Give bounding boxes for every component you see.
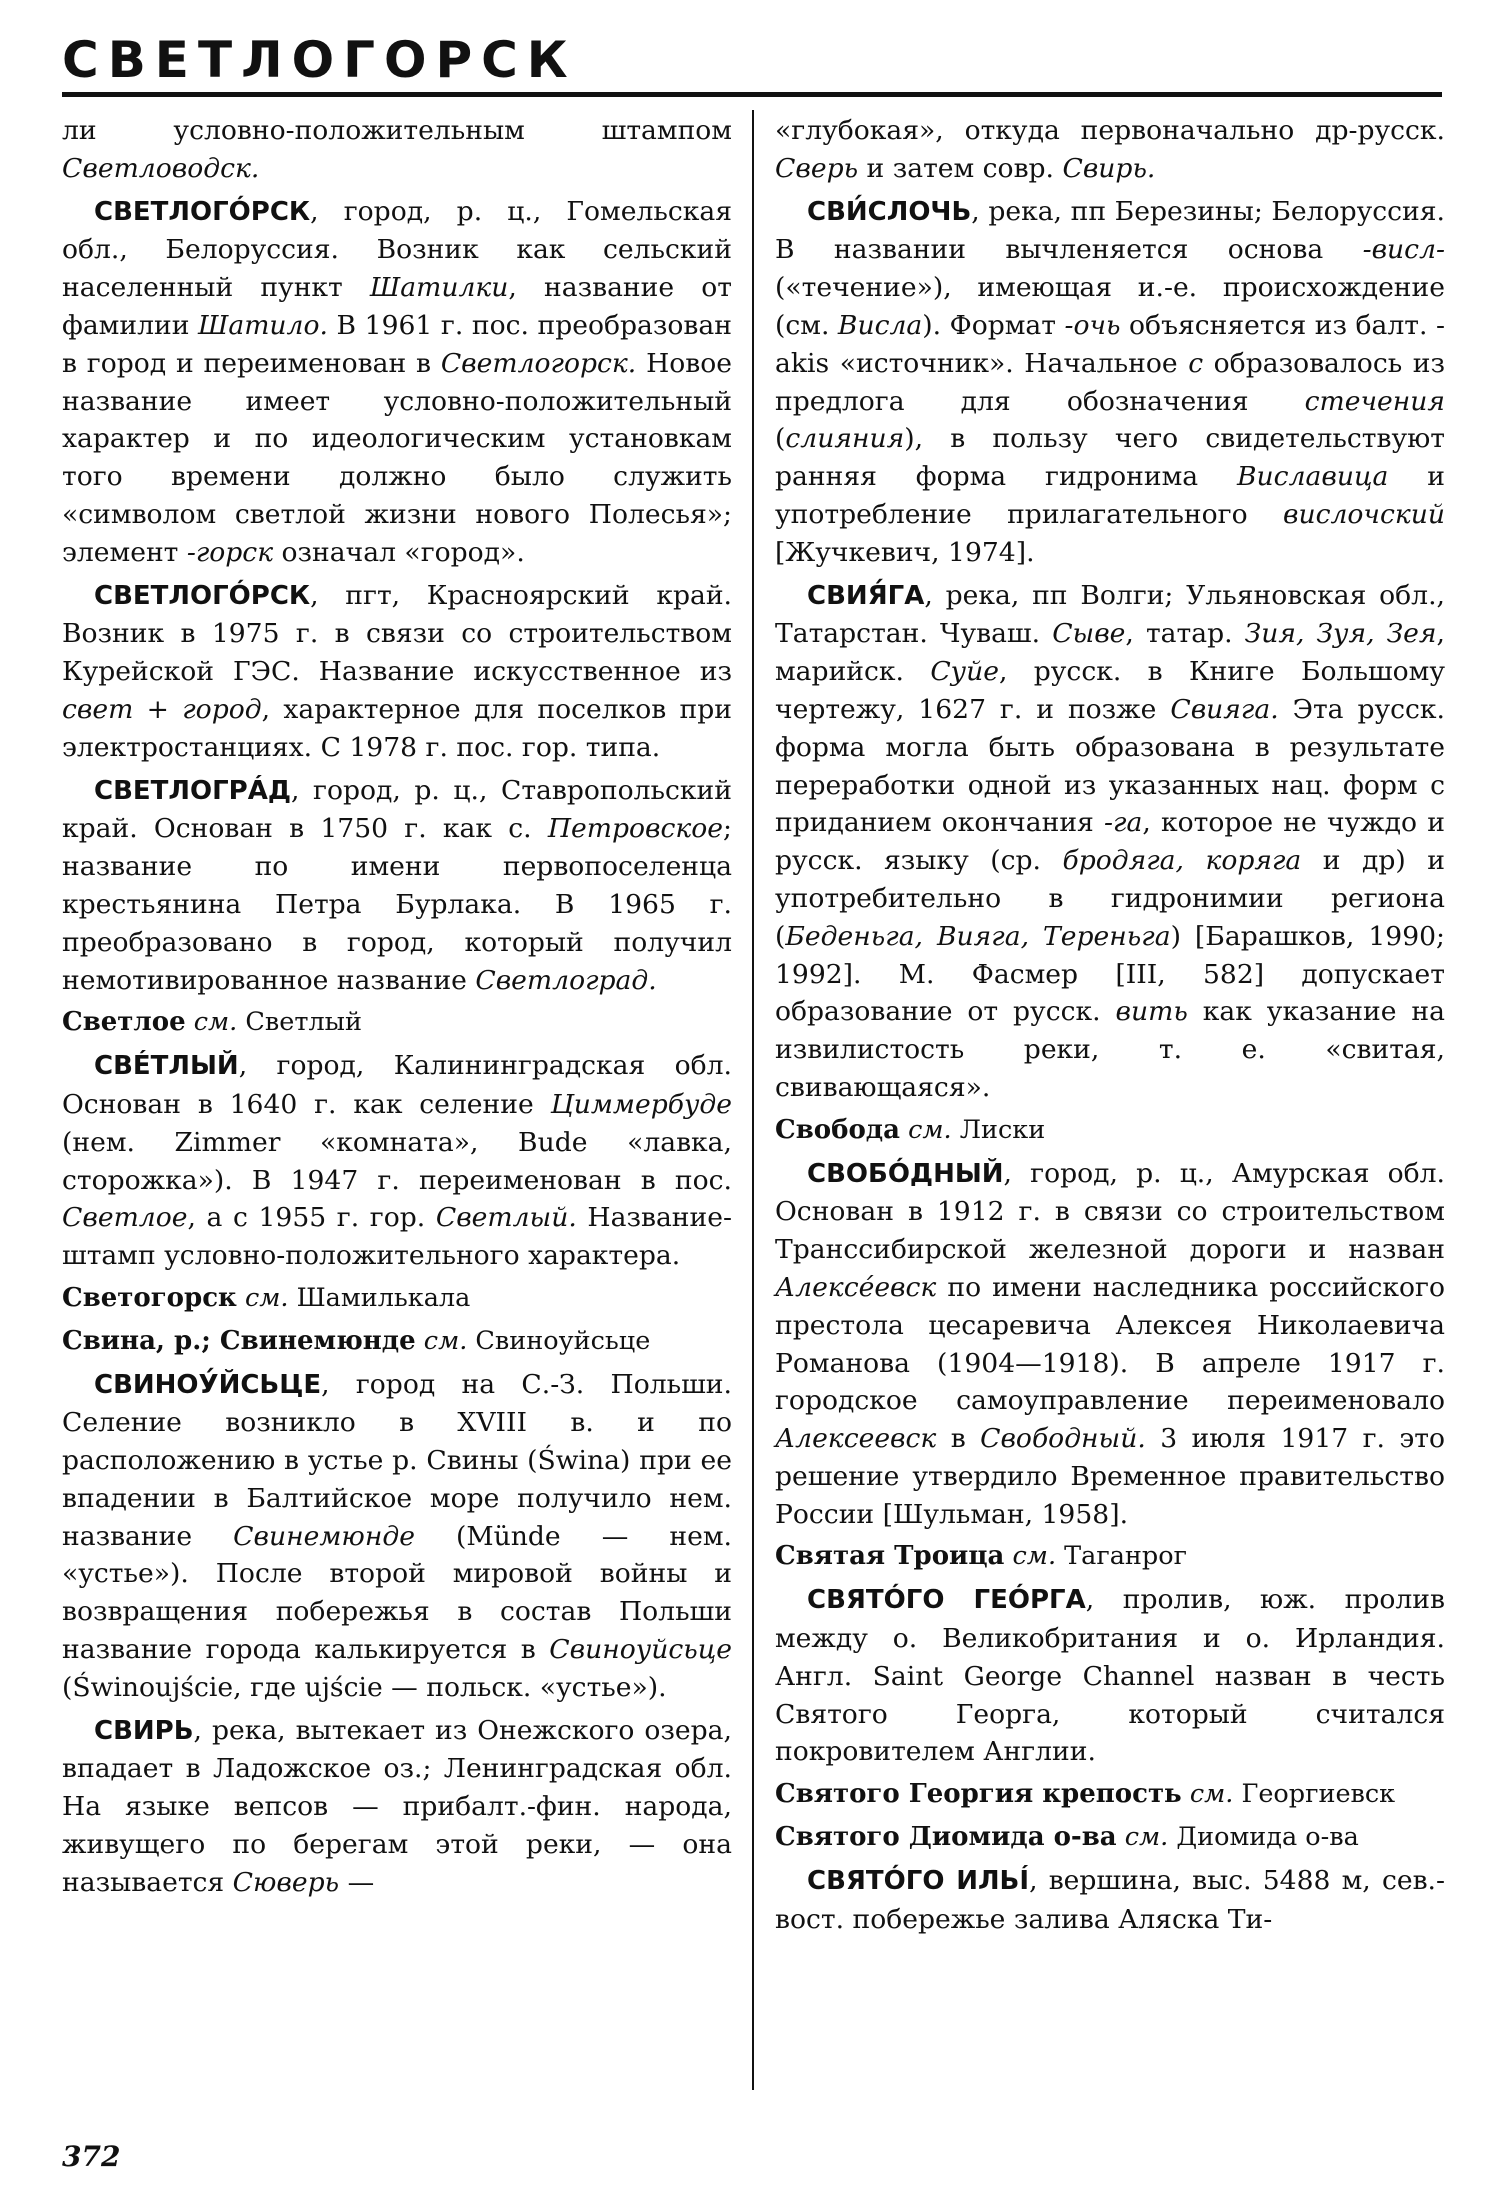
italic-text: Светлое: [62, 1202, 188, 1234]
entry-text: , которое не чуждо и русск. языку (ср.: [775, 807, 1445, 877]
entry-headword: СВИ́СЛОЧЬ: [807, 196, 972, 227]
running-header: [62, 30, 1442, 90]
entry-text: и употребление прилагательного: [775, 461, 1445, 530]
italic-text: см.: [1124, 1822, 1169, 1853]
entry-text: и затем совр.: [858, 152, 1063, 184]
entry-text: , город на С.-З. Польши. Селение возникло в XVIII в. и по расположению в устье р. Свины (Świna) при ее впадении в Балтийское море получило нем. название: [62, 1368, 732, 1552]
entry-text: , название от фамилии: [62, 272, 732, 341]
italic-text: Циммербуде: [550, 1088, 732, 1120]
italic-text: Алексéевск: [775, 1271, 937, 1303]
entry-text: ; название по имени первопоселенца крестьянина Петра Бурлака. В 1965 г. преобразовано в город, который получил немотивированное название: [62, 813, 732, 996]
italic-text: Беденьга, Вияга, Тереньга: [785, 920, 1171, 952]
entry-headword: СВЯТÓГО ГЕÓРГА: [807, 1585, 1086, 1616]
entry-text: Диомида о-ва: [1168, 1822, 1359, 1853]
italic-text: Светловодск.: [62, 152, 260, 184]
entry-text: 3 июля 1917 г. это решение утвердило Временное правительство России [Шульман, 1958].: [775, 1423, 1445, 1530]
italic-text: Шатилки: [369, 272, 509, 304]
italic-text: Суйе: [930, 656, 999, 688]
entry-text: Новое название имеет условно-положительный характер и по идеологическим установкам того времени должно было служить «символом светлой жизни нового Полесья»; элемент: [62, 347, 732, 568]
dictionary-entry: [62, 112, 732, 188]
italic-text: Свинемюнде: [233, 1520, 415, 1552]
dictionary-entry: [62, 193, 732, 572]
entry-text: [900, 1115, 908, 1145]
entry-headword: Святого Диомида о-ва: [775, 1822, 1117, 1853]
entry-text: ). Формат: [922, 309, 1065, 341]
dictionary-entry: [775, 1862, 1445, 1939]
entry-text: ), в пользу чего свидетельствуют ранняя форма гидронима: [775, 423, 1445, 493]
entry-text: Шамилькала: [288, 1282, 471, 1313]
entry-text: , река, пп Волги; Ульяновская обл., Татарстан. Чуваш.: [775, 579, 1445, 650]
dictionary-entry: [62, 1366, 732, 1707]
dictionary-entry: [775, 193, 1445, 572]
italic-text: см.: [423, 1325, 468, 1356]
entry-text: , пролив, юж. пролив между о. Великобритания и о. Ирландия. Англ. Saint George Channel назван в честь Святого Георга, который считался покровителем Англии.: [775, 1584, 1445, 1768]
cross-reference-entry: [775, 1538, 1445, 1576]
cross-reference-entry: [775, 1112, 1445, 1150]
entry-text: (Münde — нем. «устье»). После второй мировой войны и возвращения побережья в состав Польши название города калькируется в: [62, 1520, 732, 1666]
page-number: 372: [62, 2140, 121, 2173]
entry-text: Светлый: [237, 1007, 362, 1038]
entry-text: [1117, 1822, 1125, 1852]
entry-text: В 1961 г. пос. преобразован в город и переименован в: [62, 309, 732, 379]
entry-text: , река, пп Березины; Белоруссия. В названии вычленяется основа: [775, 195, 1445, 266]
entry-text: , город, р. ц., Гомельская обл., Белоруссия. Возник как сельский населенный пункт: [62, 195, 732, 304]
entry-headword: Свина, р.; Свинемюнде: [62, 1325, 416, 1356]
entry-text: означал «город».: [273, 536, 525, 568]
entry-text: «глубокая», откуда первоначально др-русск.: [775, 115, 1445, 146]
italic-text: см.: [908, 1114, 952, 1145]
entry-headword: Светогорск: [62, 1282, 237, 1313]
italic-text: -очь: [1064, 309, 1121, 341]
italic-text: см.: [244, 1282, 289, 1313]
entry-text: (: [775, 423, 786, 455]
entry-text: ли условно-положительным штампом: [62, 115, 732, 146]
italic-text: Петровское: [547, 813, 724, 845]
entry-text: [1182, 1779, 1190, 1809]
italic-text: Висла: [837, 309, 923, 341]
page-title: СВЕТЛОГОРСК: [62, 31, 577, 89]
entry-text: [186, 1007, 194, 1037]
entry-text: , река, вытекает из Онежского озера, впадает в Ладожское оз.; Ленинградская обл. На языке вепсов — прибалт.-фин. народа, живущего по берегам этой реки, — она называется: [62, 1714, 732, 1898]
dictionary-entry: [775, 1155, 1445, 1534]
italic-text: см.: [193, 1007, 238, 1038]
entry-headword: Святого Георгия крепость: [775, 1779, 1182, 1810]
dictionary-entry: [775, 577, 1445, 1107]
entry-text: объясняется из балт. -akis «источник». Начальное: [775, 309, 1445, 379]
italic-text: Сыве: [1052, 618, 1126, 650]
italic-text: -горск: [186, 536, 274, 568]
cross-reference-entry: [62, 1323, 732, 1361]
entry-text: , город, Калининградская обл. Основан в 1640 г. как селение: [62, 1050, 732, 1120]
italic-text: Алексеевск: [775, 1423, 937, 1455]
entry-text: , город, р. ц., Ставропольский край. Основан в 1750 г. как с.: [62, 774, 732, 845]
entry-headword: Святая Троица: [775, 1541, 1005, 1572]
italic-text: Свирь.: [1062, 152, 1156, 184]
entry-text: [416, 1326, 424, 1356]
entry-text: в: [936, 1423, 981, 1455]
dictionary-entry: [62, 1712, 732, 1902]
cross-reference-entry: [775, 1819, 1445, 1857]
italic-text: Свободный.: [980, 1423, 1146, 1455]
entry-headword: СВЕТЛОГРÁД: [94, 775, 291, 806]
italic-text: вислочский: [1282, 498, 1445, 530]
entry-headword: СВИНОУ́ЙСЬЦЕ: [94, 1369, 322, 1400]
entry-text: , вершина, выс. 5488 м, сев.-вост. побережье залива Аляска Ти-: [775, 1864, 1445, 1935]
entry-headword: СВЕТЛОГÓРСК: [94, 196, 311, 227]
entry-text: , марийск.: [775, 618, 1445, 688]
entry-text: , характерное для поселков при электростанциях. С 1978 г. пос. гор. типа.: [62, 693, 733, 763]
entry-text: Георгиевск: [1233, 1779, 1396, 1810]
italic-text: Светлогорск.: [440, 347, 637, 379]
entry-text: , русск. в Книге Большому чертежу, 1627 г. и позже: [775, 656, 1445, 725]
entry-text: , город, р. ц., Амурская обл. Основан в 1912 г. в связи со строительством Транссибирской железной дороги и назван: [775, 1157, 1445, 1266]
italic-text: Светлый.: [435, 1202, 577, 1234]
italic-text: -га: [1104, 807, 1143, 839]
cross-reference-entry: [62, 1280, 732, 1318]
entry-headword: СВОБÓДНЫЙ: [807, 1158, 1004, 1189]
entry-text: ) [Барашков, 1990; 1992]. М. Фасмер [III, 582] допускает образование от русск.: [775, 920, 1445, 1028]
italic-text: стечения: [1304, 385, 1445, 417]
italic-text: бродяга, коряга: [1062, 845, 1302, 877]
dictionary-entry: [775, 112, 1445, 188]
italic-text: свет + город: [62, 693, 262, 725]
right-column: [775, 112, 1445, 1943]
cross-reference-entry: [62, 1004, 732, 1042]
entry-text: , а с 1955 г. гор.: [187, 1202, 436, 1234]
entry-text: образовалось из предлога для обозначения: [775, 347, 1445, 417]
cross-reference-entry: [775, 1776, 1445, 1814]
entry-text: , пгт, Красноярский край. Возник в 1975 г. в связи со строительством Курейской ГЭС. Название искусственное из: [62, 579, 732, 688]
italic-text: -висл-: [1362, 234, 1445, 266]
italic-text: Свияга.: [1170, 693, 1279, 725]
italic-text: Зия, Зуя, Зея: [1244, 618, 1437, 650]
entry-text: —: [339, 1866, 375, 1898]
left-column: [62, 112, 732, 1907]
entry-headword: Светлое: [62, 1007, 186, 1038]
entry-headword: СВÉТЛЫЙ: [94, 1051, 239, 1082]
italic-text: см.: [1189, 1779, 1234, 1810]
entry-text: , татар.: [1125, 618, 1245, 650]
italic-text: с: [1188, 347, 1204, 379]
italic-text: Шатило.: [198, 309, 328, 341]
italic-text: см.: [1012, 1541, 1057, 1572]
italic-text: Сюверь: [232, 1866, 340, 1898]
entry-text: по имени наследника российского престола цесаревича Алексея Николаевича Романова (1904—1918). В апреле 1917 г. городское самоуправление переименовало: [775, 1271, 1445, 1417]
entry-headword: Свобода: [775, 1114, 900, 1145]
entry-text: Название-штамп условно-положительного характера.: [62, 1202, 732, 1272]
entry-text: (Świnoujście, где ujście — польск. «устье»).: [62, 1671, 667, 1703]
entry-text: [1004, 1541, 1012, 1571]
italic-text: Сверь: [775, 152, 859, 184]
entry-text: и др) и употребительно в гидронимии региона (: [775, 845, 1445, 952]
dictionary-entry: [775, 1581, 1445, 1771]
italic-text: вить: [1115, 996, 1188, 1028]
entry-text: [237, 1283, 245, 1313]
entry-text: [Жучкевич, 1974].: [775, 536, 1035, 568]
column-divider: [752, 110, 754, 2090]
italic-text: Светлоград.: [475, 964, 657, 996]
italic-text: Виславица: [1237, 461, 1389, 493]
entry-text: («течение»), имеющая и.-е. происхождение (см.: [775, 272, 1445, 341]
header-rule: [62, 92, 1442, 97]
entry-text: Свиноуйсьце: [467, 1325, 651, 1356]
dictionary-entry: [62, 1047, 732, 1275]
entry-text: Таганрог: [1056, 1541, 1187, 1572]
italic-text: Свиноуйсьце: [549, 1634, 732, 1666]
dictionary-entry: [62, 577, 732, 767]
italic-text: слияния: [785, 423, 905, 455]
entry-text: Эта русск. форма могла быть образована в результате переработки одной из указанных нац. форм с приданием окончания: [775, 693, 1446, 839]
entry-headword: СВИРЬ: [94, 1715, 194, 1746]
entry-headword: СВЯТÓГО ИЛЬÍ: [807, 1865, 1030, 1896]
entry-headword: СВИЯ́ГА: [807, 580, 925, 611]
entry-headword: СВЕТЛОГÓРСК: [94, 580, 311, 611]
entry-text: Лиски: [951, 1114, 1046, 1145]
entry-text: (нем. Zimmer «комната», Bude «лавка, сторожка»). В 1947 г. переименован в пос.: [62, 1126, 732, 1196]
dictionary-entry: [62, 772, 732, 1000]
entry-text: как указание на извилистость реки, т. е. «свитая, свивающаяся».: [775, 996, 1445, 1103]
